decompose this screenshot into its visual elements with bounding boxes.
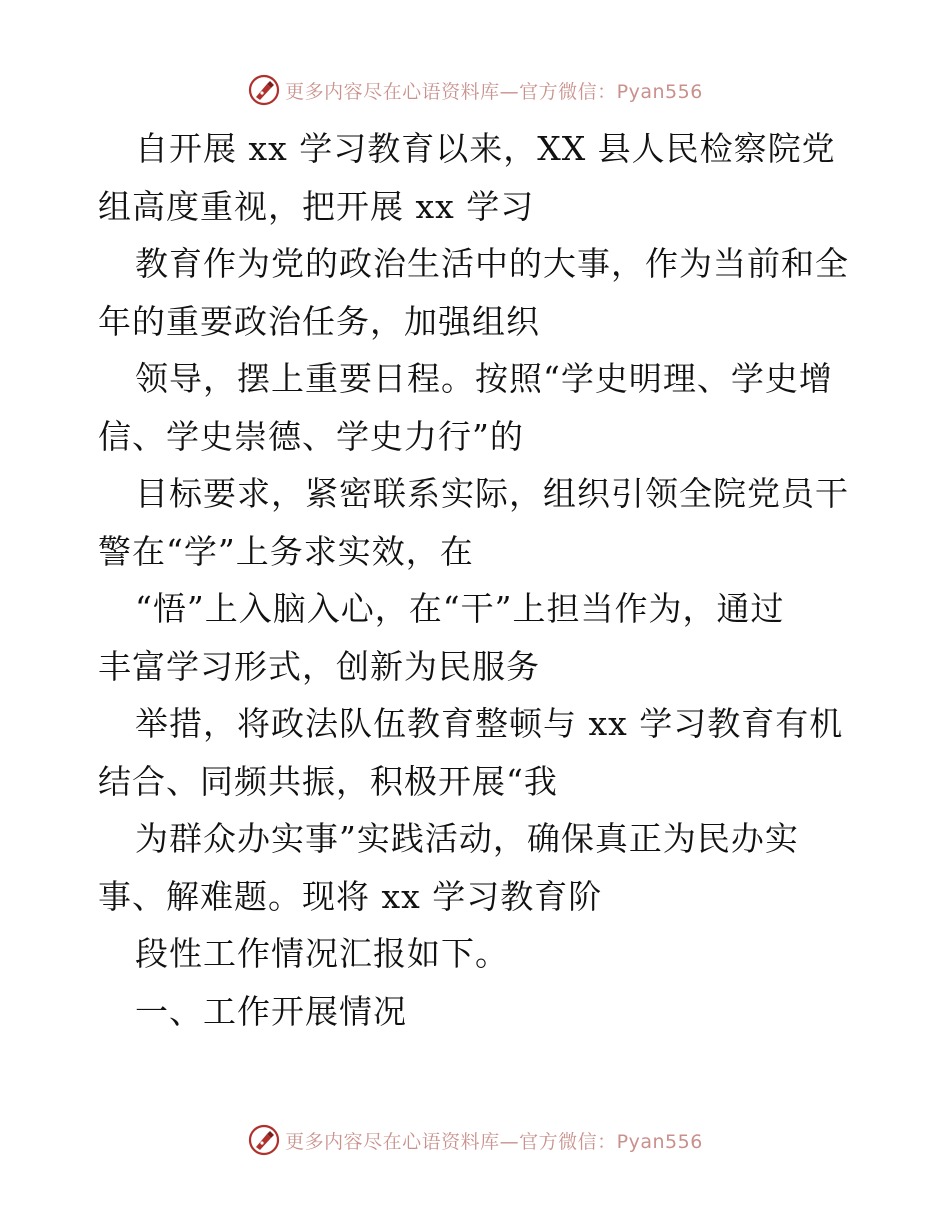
body-line: 年的重要政治任务，加强组织 (98, 301, 540, 341)
header-watermark-text: 更多内容尽在心语资料库—官方微信：Pyan556 (285, 80, 703, 103)
body-line: 事、解难题。现将 xx 学习教育阶 (98, 876, 603, 916)
body-line: 领导，摆上重要日程。按照“学史明理、学史增 (135, 359, 833, 398)
body-line: 教育作为党的政治生活中的大事，作为当前和全 (135, 244, 849, 283)
body-line: 丰富学习形式，创新为民服务 (98, 646, 540, 686)
footer-watermark-banner (0, 1120, 950, 1160)
body-line: 段性工作情况汇报如下。 (135, 934, 509, 973)
body-line: “悟”上入脑入心，在“干”上担当作为，通过 (135, 589, 785, 628)
body-line: 目标要求，紧密联系实际，组织引领全院党员干 (135, 474, 849, 513)
footer-watermark-text: 更多内容尽在心语资料库—官方微信：Pyan556 (285, 1130, 703, 1153)
body-line: 信、学史崇德、学史力行”的 (98, 416, 524, 456)
body-line: 组高度重视，把开展 xx 学习 (98, 186, 535, 226)
section-heading: 一、工作开展情况 (135, 991, 407, 1031)
header-watermark-banner (0, 70, 950, 110)
body-line: 为群众办实事”实践活动，确保真正为民办实 (135, 819, 799, 858)
body-line: 自开展 xx 学习教育以来，XX 县人民检察院党 (135, 129, 836, 168)
body-line: 举措，将政法队伍教育整顿与 xx 学习教育有机 (135, 704, 844, 743)
document-body (98, 120, 858, 1040)
body-line: 警在“学”上务求实效，在 (98, 531, 474, 571)
pen-nib-logo-icon (247, 73, 281, 107)
pen-nib-logo-icon (247, 1123, 281, 1157)
body-line: 结合、同频共振，积极开展“我 (98, 761, 558, 801)
